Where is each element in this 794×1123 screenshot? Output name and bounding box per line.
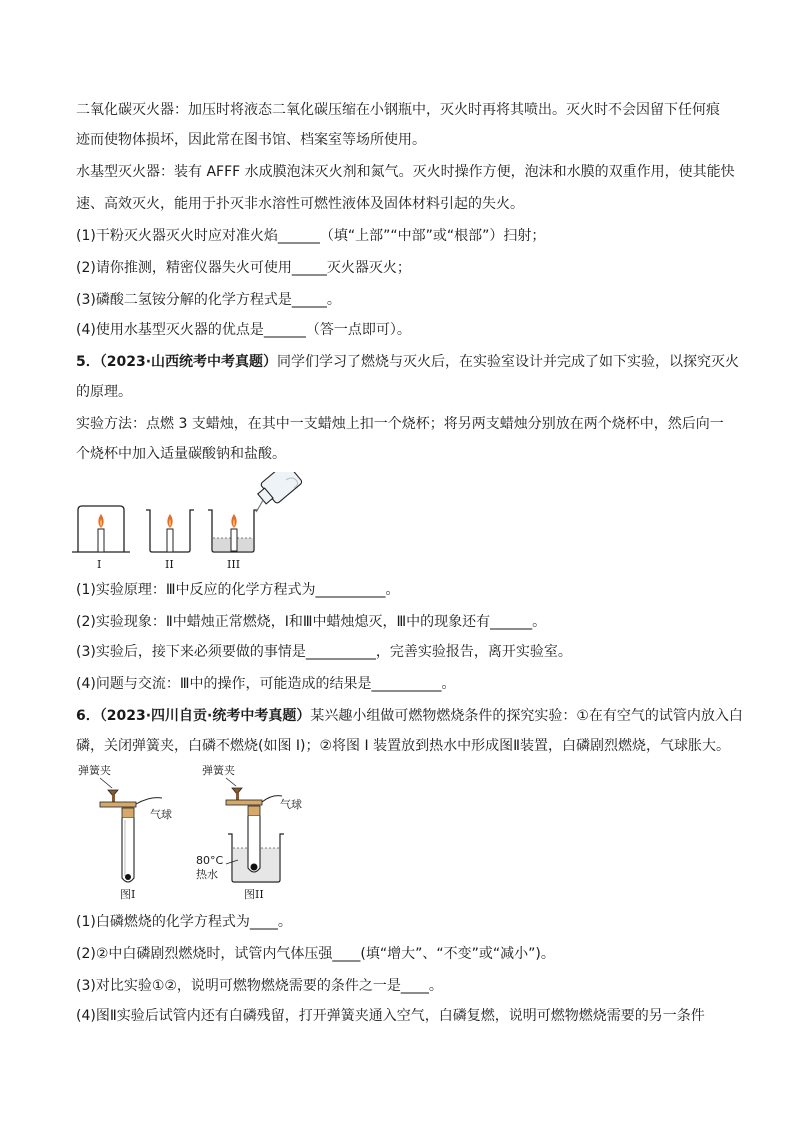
test-tube-figure-1 xyxy=(78,763,172,901)
text-line-co2-1: 二氧化碳灭火器：加压时将液态二氧化碳压缩在小钢瓶中，灭火时再将其喷出。灭火时不会因留下任何痕 xyxy=(76,102,720,118)
question-5-source: （2023·山西统考中考真题） xyxy=(99,354,278,370)
test-tube-figure-2 xyxy=(196,763,302,901)
balloon-label-2: 气球 xyxy=(280,798,302,811)
question-6-item-2: (2)②中白磷剧烈燃烧时，试管内气体压强____(填“增大”、“不变”或“减小”)。 xyxy=(76,946,555,962)
question-5-number: 5． xyxy=(76,354,100,370)
question-6-item-3: (3)对比实验①②，说明可燃物燃烧需要的条件之一是____。 xyxy=(76,978,443,994)
figure-1-caption: 图I xyxy=(120,888,136,901)
hot-water-label: 热水 xyxy=(196,868,218,881)
question-6-item-1: (1)白磷燃烧的化学方程式为____。 xyxy=(76,914,292,930)
beaker-3-with-reagent xyxy=(208,472,303,552)
question-5-item-3: (3)实验后，接下来必须要做的事情是__________，完善实验报告，离开实验室。 xyxy=(76,644,572,660)
figure-label-2: II xyxy=(165,558,174,571)
question-5-item-1: (1)实验原理：Ⅲ中反应的化学方程式为__________。 xyxy=(76,582,400,598)
question-6-intro xyxy=(76,706,743,726)
temperature-label: 80°C xyxy=(196,854,224,867)
question-5-intro xyxy=(76,352,740,372)
question-6-number: 6． xyxy=(76,708,100,724)
balloon-label-1: 气球 xyxy=(150,808,172,821)
question-6-text: 某兴趣小组做可燃物燃烧条件的探究实验：①在有空气的试管内放入白 xyxy=(310,708,743,724)
question-5-item-2: (2)实验现象：Ⅱ中蜡烛正常燃烧，Ⅰ和Ⅲ中蜡烛熄灭，Ⅲ中的现象还有______。 xyxy=(76,614,547,630)
figure-2-caption: 图II xyxy=(244,888,264,901)
question-6-intro-2: 磷，关闭弹簧夹，白磷不燃烧(如图 I)；②将图 I 装置放到热水中形成图Ⅱ装置，白磷剧烈燃烧，气球胀大。 xyxy=(76,738,730,754)
text-line-water-1: 水基型灭火器：装有 AFFF 水成膜泡沫灭火剂和氮气。灭火时操作方便，泡沫和水膜的双重作用，使其能快 xyxy=(76,164,735,180)
question-6-item-4: (4)图Ⅱ实验后试管内还有白磷残留，打开弹簧夹通入空气，白磷复燃，说明可燃物燃烧需要的另一条件 xyxy=(76,1008,705,1024)
spring-clip-label-1: 弹簧夹 xyxy=(78,764,111,777)
spring-clip-label-2: 弹簧夹 xyxy=(202,764,235,777)
question-6-source: （2023·四川自贡·统考中考真题） xyxy=(99,708,311,724)
text-line-co2-2: 迹而使物体损坏，因此常在图书馆、档案室等场所使用。 xyxy=(76,132,426,148)
question-4-item-2: (2)请你推测，精密仪器失火可使用_____灭火器灭火； xyxy=(76,260,411,276)
question-5-method-1: 实验方法：点燃 3 支蜡烛，在其中一支蜡烛上扣一个烧杯；将另两支蜡烛分别放在两个烧杯中，然后向一 xyxy=(76,416,724,432)
question-5-item-4: (4)问题与交流：Ⅲ中的操作，可能造成的结果是__________。 xyxy=(76,676,456,692)
figure-label-3: III xyxy=(227,558,241,571)
question-5-method-2: 个烧杯中加入适量碳酸钠和盐酸。 xyxy=(76,446,286,462)
text-line-water-2: 速、高效灭火，能用于扑灭非水溶性可燃性液体及固体材料引起的失火。 xyxy=(76,196,524,212)
beaker-1-inverted xyxy=(72,506,130,552)
white-phosphorus-figure xyxy=(70,760,330,906)
figure-label-1: I xyxy=(97,558,102,571)
beaker-2 xyxy=(146,510,194,552)
candle-beakers-figure xyxy=(70,472,320,576)
question-5-text: 同学们学习了燃烧与灭火后，在实验室设计并完成了如下实验，以探究灭火 xyxy=(277,354,740,370)
question-5-intro-2: 的原理。 xyxy=(76,384,132,400)
question-4-item-4: (4)使用水基型灭火器的优点是______（答一点即可）。 xyxy=(76,322,411,338)
question-4-item-1: (1)干粉灭火器灭火时应对准火焰______（填“上部”“中部”或“根部”）扫射； xyxy=(76,228,546,244)
question-4-item-3: (3)磷酸二氢铵分解的化学方程式是_____。 xyxy=(76,292,341,308)
